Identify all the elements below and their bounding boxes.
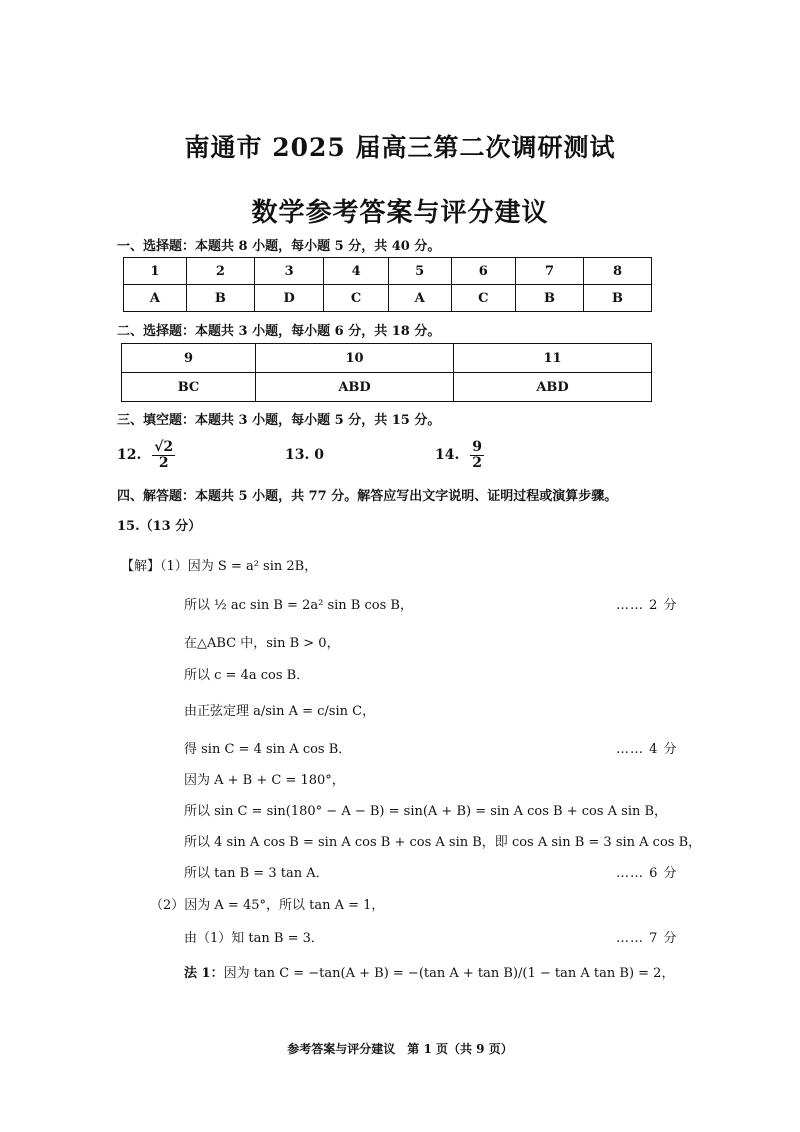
answer-cell: ABD [256,373,454,402]
section2-answer-table [121,343,652,402]
question-number: 11 [453,344,651,373]
question-label: 12. [117,447,142,464]
solution-line [184,962,674,981]
solution-line: 由正弦定理 a/sin A = c/sin C， [184,704,376,719]
solution-line: （2）因为 A = 45°，所以 tan A = 1， [150,898,385,913]
answer-14 [435,440,484,470]
score-mark: …… 6 分 [616,866,678,881]
numerator: √2 [154,439,174,455]
question-number: 5 [388,258,451,285]
page-title: 南通市 2025 届高三第二次调研测试 [184,133,616,162]
page-subtitle: 数学参考答案与评分建议 [251,198,549,228]
question-number: 9 [122,344,256,373]
table-row [122,344,652,373]
method-text: 因为 tan C = −tan(A + B) = −(tan A + tan B)/(1 − tan A tan B) = 2， [223,966,675,981]
score-mark: …… 2 分 [616,598,678,613]
solution-line: 所以 c = 4a cos B． [184,668,310,683]
table-row [122,373,652,402]
solution-line: 所以 sin C = sin(180° − A − B) = sin(A + B) = sin A cos B + cos A sin B， [184,804,668,819]
solution-line: 得 sin C = 4 sin A cos B． [184,742,352,757]
answer-cell: B [186,285,254,312]
score-mark: …… 7 分 [616,931,678,946]
question-number: 6 [451,258,515,285]
question-number: 2 [186,258,254,285]
solution-line: 所以 4 sin A cos B = sin A cos B + cos A sin B，即 cos A sin B = 3 sin A cos B， [184,835,702,850]
section3-heading: 三、填空题：本题共 3 小题，每小题 5 分，共 15 分。 [117,413,441,428]
section2-heading: 二、选择题：本题共 3 小题，每小题 6 分，共 18 分。 [117,324,441,339]
answer-12 [117,440,175,470]
answer-cell: ABD [453,373,651,402]
denominator: 2 [472,454,482,471]
answer-cell: C [451,285,515,312]
method-label: 法 1： [184,966,224,981]
table-row [124,285,652,312]
denominator: 2 [158,454,169,471]
solution-line: 所以 tan B = 3 tan A． [184,866,329,881]
fraction [470,440,484,470]
numerator: 9 [472,439,482,455]
answer-cell: D [254,285,324,312]
table-row [124,258,652,285]
answer-13: 13. 0 [285,447,324,463]
question-15-label: 15.（13 分） [117,519,202,534]
question-number: 10 [256,344,454,373]
answer-cell: BC [122,373,256,402]
solution-line: 由（1）知 tan B = 3． [184,931,324,946]
solution-line: 在△ABC 中，sin B > 0， [184,636,340,651]
question-label: 14. [435,447,460,464]
answer-cell: A [124,285,187,312]
answer-cell: B [583,285,651,312]
section4-heading: 四、解答题：本题共 5 小题，共 77 分。解答应写出文字说明、证明过程或演算步骤。 [117,489,618,504]
fraction [152,440,175,470]
solution-line: 因为 A + B + C = 180°， [184,773,345,788]
solution-line: 所以 ½ ac sin B = 2a² sin B cos B， [184,598,413,613]
section1-answer-table [123,257,652,312]
answer-cell: B [515,285,583,312]
answer-cell: C [324,285,388,312]
page-footer: 参考答案与评分建议 第 1 页（共 9 页） [287,1042,513,1056]
score-mark: …… 4 分 [616,742,678,757]
question-number: 3 [254,258,324,285]
question-number: 7 [515,258,583,285]
question-number: 4 [324,258,388,285]
solution-line: 【解】（1）因为 S = a² sin 2B， [121,559,318,574]
question-number: 8 [583,258,651,285]
section1-heading: 一、选择题：本题共 8 小题，每小题 5 分，共 40 分。 [117,239,441,254]
question-number: 1 [124,258,187,285]
answer-cell: A [388,285,451,312]
